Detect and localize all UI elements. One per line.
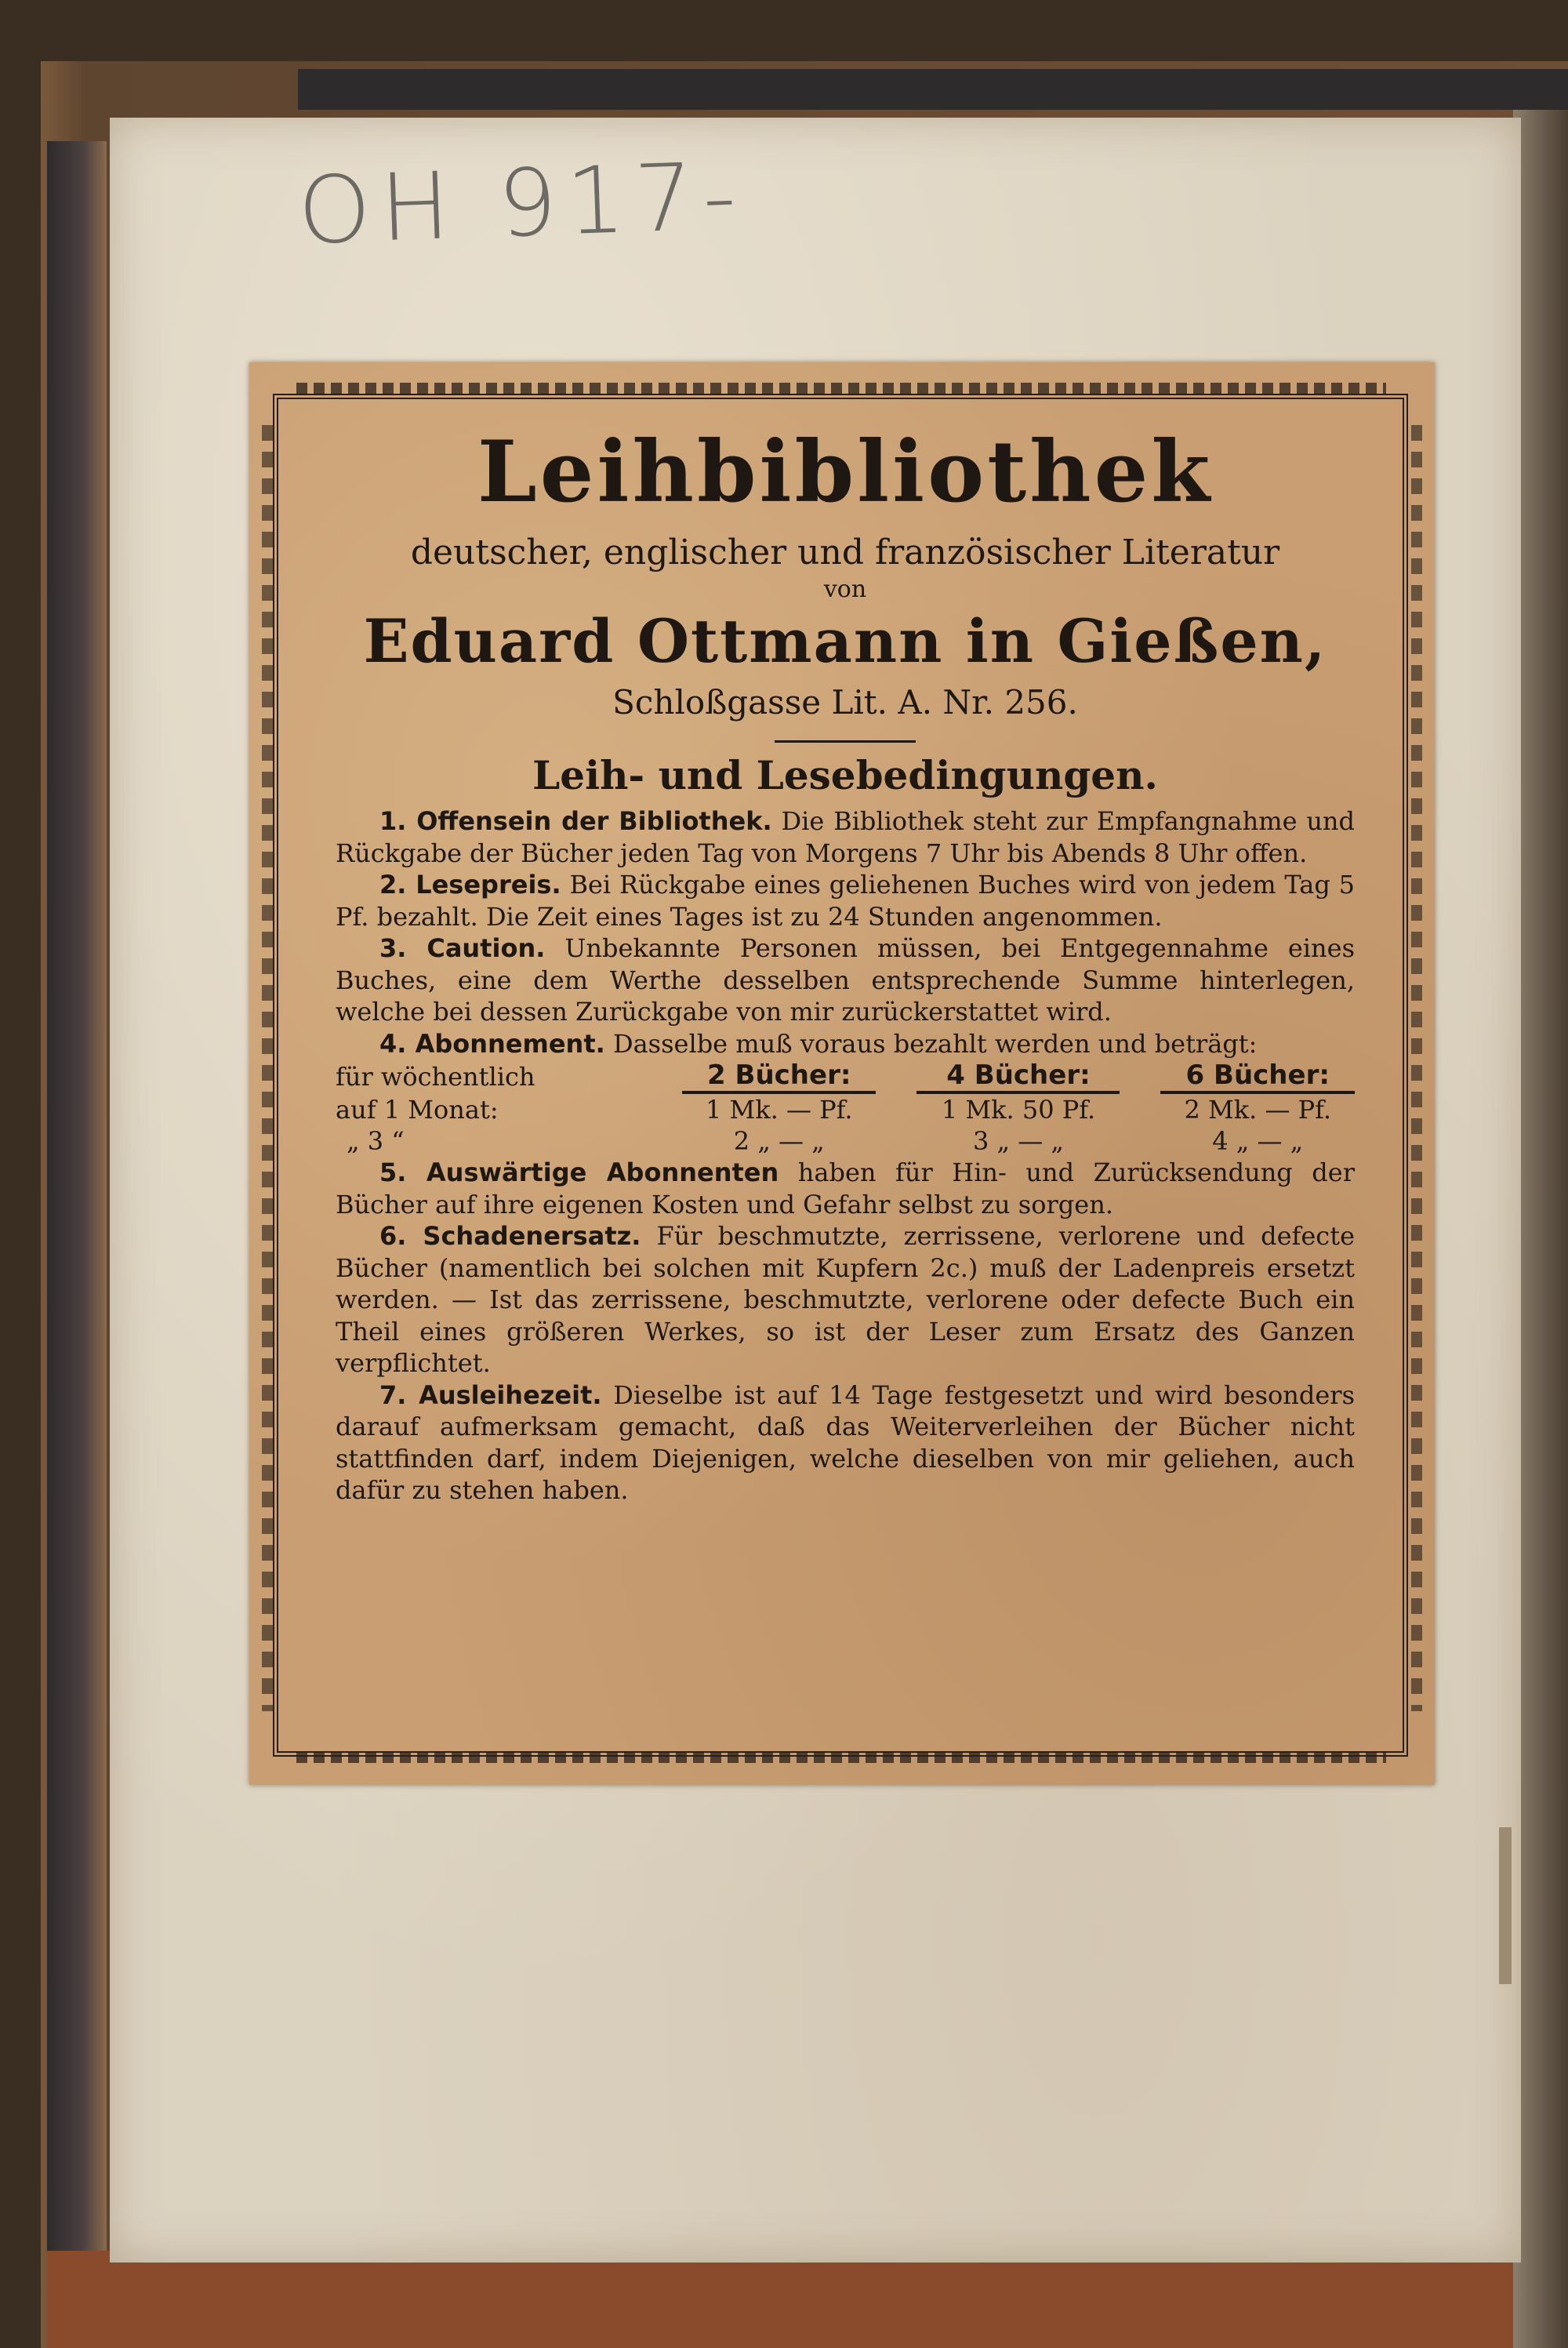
rule-3-text: Unbekannte Personen müssen, bei Entgegennahme eines Buches, eine dem Werthe desselben entsprechende Summe hinterlegen, welche bei dessen Zurückgabe von mir zurückerstattet wird. xyxy=(336,933,1356,1027)
label-title: Leihbibliothek xyxy=(477,423,1214,522)
rule-5 xyxy=(336,1157,1355,1220)
rule-2 xyxy=(336,869,1355,932)
label-content xyxy=(328,417,1363,1507)
pencil-shelfmark: OH 917- xyxy=(296,141,748,265)
label-von: von xyxy=(823,576,867,603)
rule-5-head: 5. Auswärtige Abonnenten xyxy=(379,1158,779,1187)
cover-edge-top xyxy=(298,69,1568,110)
library-label xyxy=(249,362,1435,1785)
rule-4-head: 4. Abonnement. xyxy=(379,1028,605,1059)
page-edge-tear xyxy=(1499,1827,1512,1984)
rule-1 xyxy=(336,805,1355,869)
rule-4 xyxy=(336,1028,1355,1060)
rule-3 xyxy=(336,932,1355,1028)
rules-list xyxy=(328,805,1363,1507)
rule-7-text: Dieselbe ist auf 14 Tage festgesetzt und wird besonders darauf aufmerksam gemacht, daß das Weiterverleihen der Bücher nicht stattfinden darf, indem Diejenigen, welche dieselben von mir geliehen, auch dafür zu stehen haben. xyxy=(336,1379,1356,1505)
label-owner: Eduard Ottmann in Gießen, xyxy=(363,606,1327,676)
frame-ornament-top xyxy=(296,383,1386,394)
label-subtitle: deutscher, englischer und französischer Literatur xyxy=(410,532,1280,572)
fee-cell: 2 Mk. — Pf. xyxy=(1184,1095,1332,1125)
rule-2-text: Bei Rückgabe eines geliehenen Buches wird von jedem Tag 5 Pf. bezahlt. Die Zeit eines Tages ist zu 24 Stunden angenommen. xyxy=(336,870,1356,932)
rule-6 xyxy=(336,1220,1355,1379)
fee-row xyxy=(336,1092,1355,1125)
fee-row xyxy=(336,1125,1355,1157)
fee-cell: 1 Mk. — Pf. xyxy=(705,1095,853,1125)
fee-col-3: 6 Bücher: xyxy=(1160,1060,1355,1092)
fee-cell: 3 „ — „ xyxy=(972,1126,1064,1156)
fee-cell: auf 1 Monat: xyxy=(336,1095,499,1125)
cover-edge-left xyxy=(47,141,107,2259)
cover-edge-right xyxy=(1513,110,1568,2348)
cover-edge-bottom xyxy=(47,2251,1568,2348)
fee-table xyxy=(336,1060,1355,1157)
rule-3-head: 3. Caution. xyxy=(379,933,546,963)
rule-6-head: 6. Schadenersatz. xyxy=(379,1221,641,1251)
divider-rule xyxy=(775,740,916,743)
fee-cell: „ 3 “ xyxy=(347,1126,405,1156)
rule-7 xyxy=(336,1379,1355,1507)
rule-6-text: Für beschmutzte, zerrissene, verlorene und defecte Bücher (namentlich bei solchen mit Kupfern 2c.) muß der Ladenpreis ersetzt werden. — Ist das zerrissene, beschmutzte, verlorene oder defecte Buch ein Theil eines größeren Werkes, so ist der Leser zum Ersatz des Ganzen verpflichtet. xyxy=(336,1221,1356,1378)
label-address: Schloßgasse Lit. A. Nr. 256. xyxy=(612,683,1078,721)
rule-2-head: 2. Lesepreis. xyxy=(379,870,561,900)
fee-cell: 4 „ — „ xyxy=(1212,1126,1304,1156)
conditions-title: Leih- und Lesebedingungen. xyxy=(532,752,1158,798)
rule-4-text: Dasselbe muß voraus bezahlt werden und beträgt: xyxy=(612,1028,1258,1059)
rule-5-text: haben für Hin- und Zurücksendung der Bücher auf ihre eigenen Kosten und Gefahr selbst zu sorgen. xyxy=(336,1158,1356,1219)
rule-7-head: 7. Ausleihezeit. xyxy=(379,1379,602,1410)
fee-cell: 1 Mk. 50 Pf. xyxy=(941,1095,1096,1125)
frame-ornament-left xyxy=(262,425,273,1711)
frame-ornament-right xyxy=(1411,425,1422,1711)
frame-ornament-bottom xyxy=(296,1752,1386,1763)
fee-cell: 2 „ — „ xyxy=(733,1126,825,1156)
fee-row-header: für wöchentlich xyxy=(336,1062,535,1092)
fee-header-row xyxy=(336,1060,1355,1092)
rule-1-head: 1. Offensein der Bibliothek. xyxy=(379,806,772,836)
fee-col-2: 4 Bücher: xyxy=(916,1060,1120,1092)
fee-col-1: 2 Bücher: xyxy=(682,1060,876,1092)
rule-1-text: Die Bibliothek steht zur Empfangnahme und Rückgabe der Bücher jeden Tag von Morgens 7 Uhr bis Abends 8 Uhr offen. xyxy=(336,806,1356,868)
